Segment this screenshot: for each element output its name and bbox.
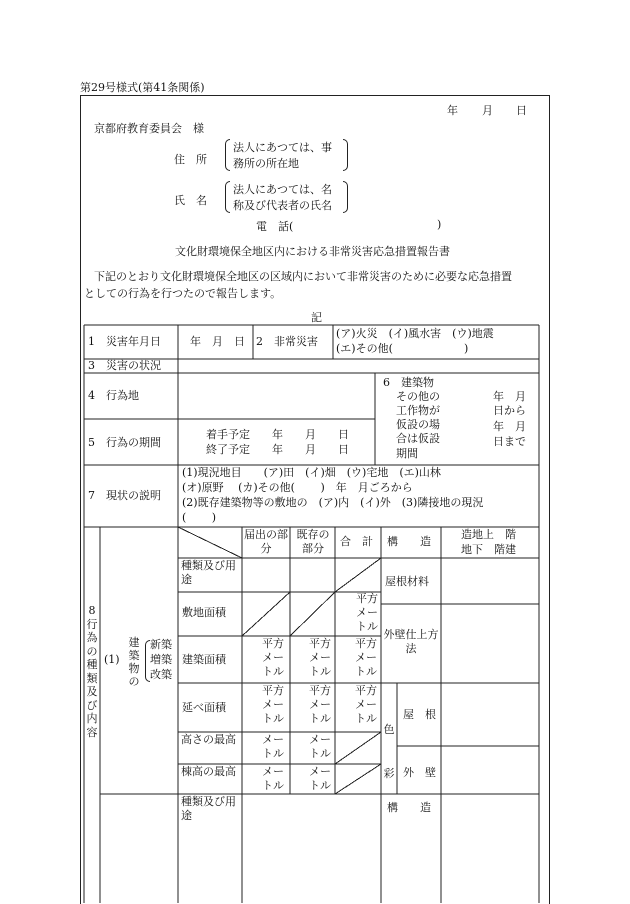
current-state-label: 7 現状の説明 xyxy=(88,489,161,502)
damage-status-label: 3 災害の状況 xyxy=(88,359,161,372)
temp-label-4: 仮設の場 xyxy=(396,418,440,431)
emergency-options-close: ) xyxy=(464,342,469,355)
row-ridge-height: 棟高の最高 xyxy=(181,765,236,778)
temp-value-4: 日まで xyxy=(493,435,526,448)
unit-floor-todoke: 平方メートル xyxy=(262,684,284,725)
temp-label-6: 期間 xyxy=(396,447,418,460)
col-todoke: 届出の部分 xyxy=(244,528,288,555)
next-type-use: 種類及び用途 xyxy=(181,795,236,822)
body-text-1: 下記のとおり文化財環境保全地区の区域内において非常災害のために必要な応急措置 xyxy=(94,270,512,283)
report-title: 文化財環境保全地区内における非常災害応急措置報告書 xyxy=(175,245,450,258)
name-note-2: 称及び代表者の氏名 xyxy=(233,199,332,212)
emergency-label: 2 非常災害 xyxy=(256,335,318,348)
roof-material-label: 屋根材料 xyxy=(385,575,429,588)
temp-label-1: 6 建築物 xyxy=(383,376,434,389)
unit-build-kison: 平方メートル xyxy=(309,637,331,678)
date-day: 日 xyxy=(516,104,527,117)
row-floor-area: 延べ面積 xyxy=(182,701,226,714)
color-roof-label: 屋 根 xyxy=(403,708,436,721)
addressee: 京都府教育委員会 様 xyxy=(94,122,204,135)
row-site-area: 敷地面積 xyxy=(182,606,226,619)
floors-below[interactable]: 地下 階建 xyxy=(461,543,516,556)
unit-height-kison: メートル xyxy=(309,733,331,760)
unit-height-todoke: メートル xyxy=(262,733,284,760)
temp-value-1[interactable]: 年 月 xyxy=(493,390,526,403)
col-kozo: 構 造 xyxy=(387,535,431,548)
unit-build-total: 平方メートル xyxy=(355,637,377,678)
period-label: 5 行為の期間 xyxy=(88,436,161,449)
row-building-area: 建築面積 xyxy=(182,653,226,666)
temp-label-2: その他の xyxy=(396,390,440,403)
temp-value-2: 日から xyxy=(493,404,526,417)
sec8-opt-extend[interactable]: 増築 xyxy=(150,653,172,666)
disaster-date-value[interactable]: 年 月 日 xyxy=(190,335,245,348)
period-start[interactable]: 着手予定 年 月 日 xyxy=(206,428,349,441)
col-kison: 既存の部分 xyxy=(296,528,330,555)
period-end[interactable]: 終了予定 年 月 日 xyxy=(206,443,349,456)
address-label: 住 所 xyxy=(174,153,207,166)
ki-mark: 記 xyxy=(311,311,322,324)
current-state-1[interactable]: (1)現況地目 (ア)田 (イ)畑 (ウ)宅地 (エ)山林 xyxy=(182,466,441,479)
name-label: 氏 名 xyxy=(174,194,207,207)
unit-ridge-kison: メートル xyxy=(309,765,331,792)
current-state-4[interactable]: ( ) xyxy=(182,511,217,524)
temp-label-5: 合は仮設 xyxy=(396,432,440,445)
sec8-opt-new[interactable]: 新築 xyxy=(150,638,172,651)
date-year: 年 xyxy=(447,104,458,117)
col-total: 合 計 xyxy=(340,535,373,548)
sec8-label: 8行為の種類及び内容 xyxy=(86,604,98,739)
site-label: 4 行為地 xyxy=(88,389,139,402)
color-label: 色彩 xyxy=(383,723,395,780)
temp-value-3[interactable]: 年 月 xyxy=(493,420,526,433)
body-text-2: としての行為を行つたので報告します。 xyxy=(84,287,282,300)
unit-floor-total: 平方メートル xyxy=(355,684,377,725)
temp-label-3: 工作物が xyxy=(396,404,440,417)
name-note-1: 法人にあつては、名 xyxy=(233,183,332,196)
sec8-opt-rebuild[interactable]: 改築 xyxy=(150,668,172,681)
unit-floor-kison: 平方メートル xyxy=(309,684,331,725)
unit-ridge-todoke: メートル xyxy=(262,765,284,792)
emergency-options-1[interactable]: (ア)火災 (イ)風水害 (ウ)地震 xyxy=(336,327,494,340)
current-state-3[interactable]: (2)既存建築物等の敷地の (ア)内 (イ)外 (3)隣接地の現況 xyxy=(182,496,484,509)
address-note-1: 法人にあつては、事 xyxy=(233,141,332,154)
current-state-2[interactable]: (オ)原野 (カ)その他( ) 年 月ごろから xyxy=(182,481,413,494)
phone-label: 電 話( xyxy=(256,220,294,233)
address-note-2: 務所の所在地 xyxy=(233,157,299,170)
unit-site-total: 平方メートル xyxy=(356,592,378,633)
date-month: 月 xyxy=(482,104,493,117)
row-max-height: 高さの最高 xyxy=(181,733,236,746)
sec8-sub-number: (1) xyxy=(104,653,120,666)
wall-finish-label: 外壁仕上方 法 xyxy=(383,628,450,655)
row-type-use: 種類及び用途 xyxy=(181,559,236,586)
sec8-kind: 建築物の xyxy=(128,636,140,688)
floors-above[interactable]: 造地上 階 xyxy=(461,528,516,541)
disaster-date-label: 1 災害年月日 xyxy=(88,335,161,348)
unit-build-todoke: 平方メートル xyxy=(262,637,284,678)
color-wall-label: 外 壁 xyxy=(403,766,436,779)
form-number: 第29号様式(第41条関係) xyxy=(80,81,205,94)
sec8-opt-bracket xyxy=(145,640,150,682)
phone-close: ) xyxy=(437,218,442,231)
emergency-options-2[interactable]: (エ)その他( xyxy=(336,342,393,355)
next-kozo: 構 造 xyxy=(387,801,431,814)
